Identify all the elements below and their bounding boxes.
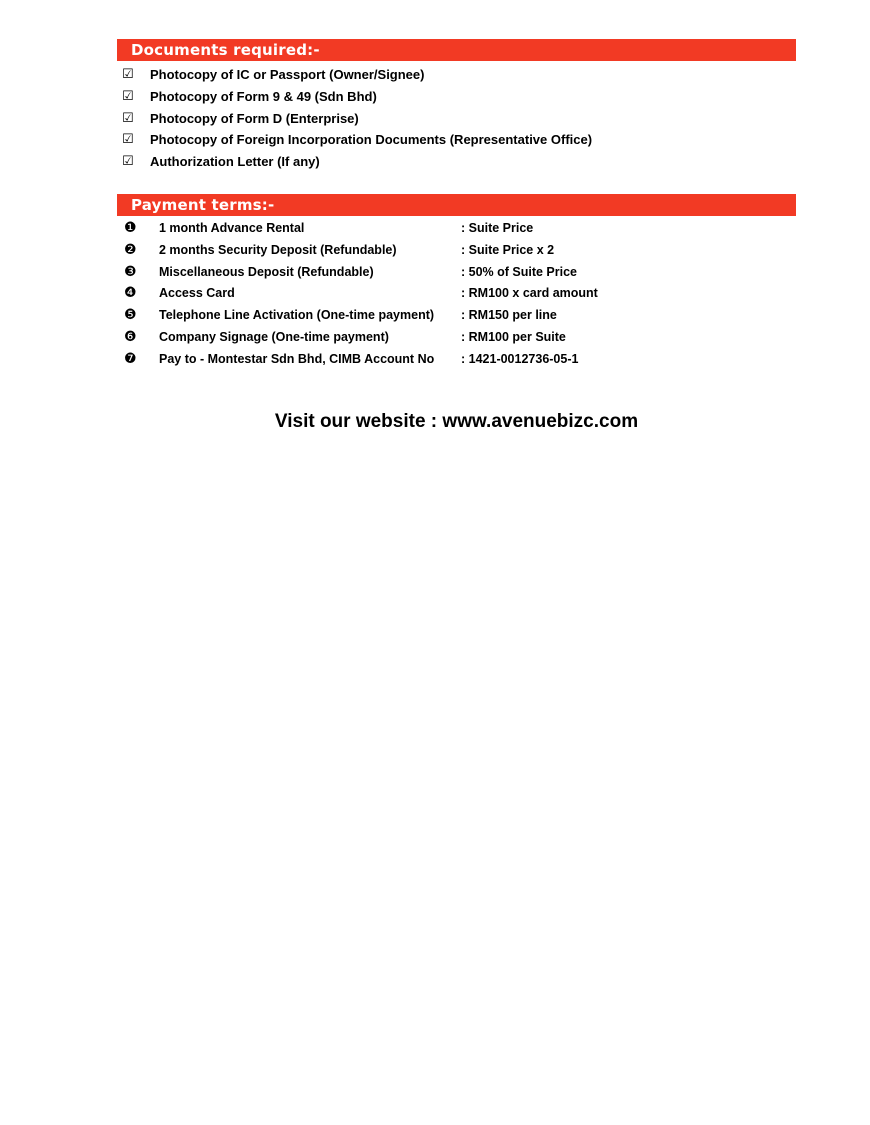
payment-term-value: : 1421-0012736-05-1 — [461, 351, 579, 366]
payment-term-label: Company Signage (One-time payment) — [159, 329, 389, 344]
list-item — [124, 305, 644, 327]
checkbox-checked-icon: ☑ — [122, 67, 134, 82]
documents-required-heading: Documents required:- — [117, 39, 796, 61]
payment-term-value: : Suite Price x 2 — [461, 242, 555, 257]
list-item — [124, 262, 644, 284]
payment-term-value: : RM100 per Suite — [461, 329, 566, 344]
document-item-text: Photocopy of Form D (Enterprise) — [150, 110, 359, 126]
document-item-text: Photocopy of IC or Passport (Owner/Signee) — [150, 67, 425, 82]
payment-terms-list — [124, 218, 644, 371]
number-6-icon: ❻ — [124, 328, 137, 345]
checkbox-checked-icon: ☑ — [122, 110, 134, 126]
list-item — [124, 283, 644, 305]
payment-term-value: : 50% of Suite Price — [461, 264, 578, 279]
number-7-icon: ❼ — [124, 350, 137, 367]
payment-term-label: Pay to - Montestar Sdn Bhd, CIMB Account No — [159, 351, 435, 366]
checkbox-checked-icon: ☑ — [122, 88, 134, 104]
list-item — [124, 349, 644, 371]
checkbox-checked-icon: ☑ — [122, 154, 134, 170]
payment-term-label: Miscellaneous Deposit (Refundable) — [159, 264, 374, 279]
number-5-icon: ❺ — [124, 307, 137, 324]
payment-term-value: : RM100 x card amount — [461, 286, 598, 301]
document-item-text: Authorization Letter (If any) — [150, 154, 320, 170]
payment-term-label: Telephone Line Activation (One-time payment) — [159, 308, 435, 323]
list-item — [124, 327, 644, 349]
list-item — [124, 218, 644, 240]
number-2-icon: ❷ — [124, 241, 137, 258]
number-3-icon: ❸ — [124, 263, 137, 280]
document-item-text: Photocopy of Foreign Incorporation Documents (Representative Office) — [150, 132, 593, 148]
payment-term-value: : RM150 per line — [461, 308, 557, 323]
list-item — [124, 240, 644, 262]
payment-term-label: 1 month Advance Rental — [159, 221, 305, 235]
number-4-icon: ❹ — [124, 285, 137, 302]
website-link-text: Visit our website : www.avenuebizc.com — [274, 411, 639, 432]
checkbox-checked-icon: ☑ — [122, 132, 134, 148]
number-1-icon: ❶ — [124, 220, 137, 236]
payment-term-label: 2 months Security Deposit (Refundable) — [159, 242, 397, 257]
payment-term-value: : Suite Price — [461, 221, 534, 235]
payment-term-label: Access Card — [159, 286, 235, 301]
document-item-text: Photocopy of Form 9 & 49 (Sdn Bhd) — [150, 88, 377, 104]
payment-terms-heading: Payment terms:- — [117, 194, 796, 216]
